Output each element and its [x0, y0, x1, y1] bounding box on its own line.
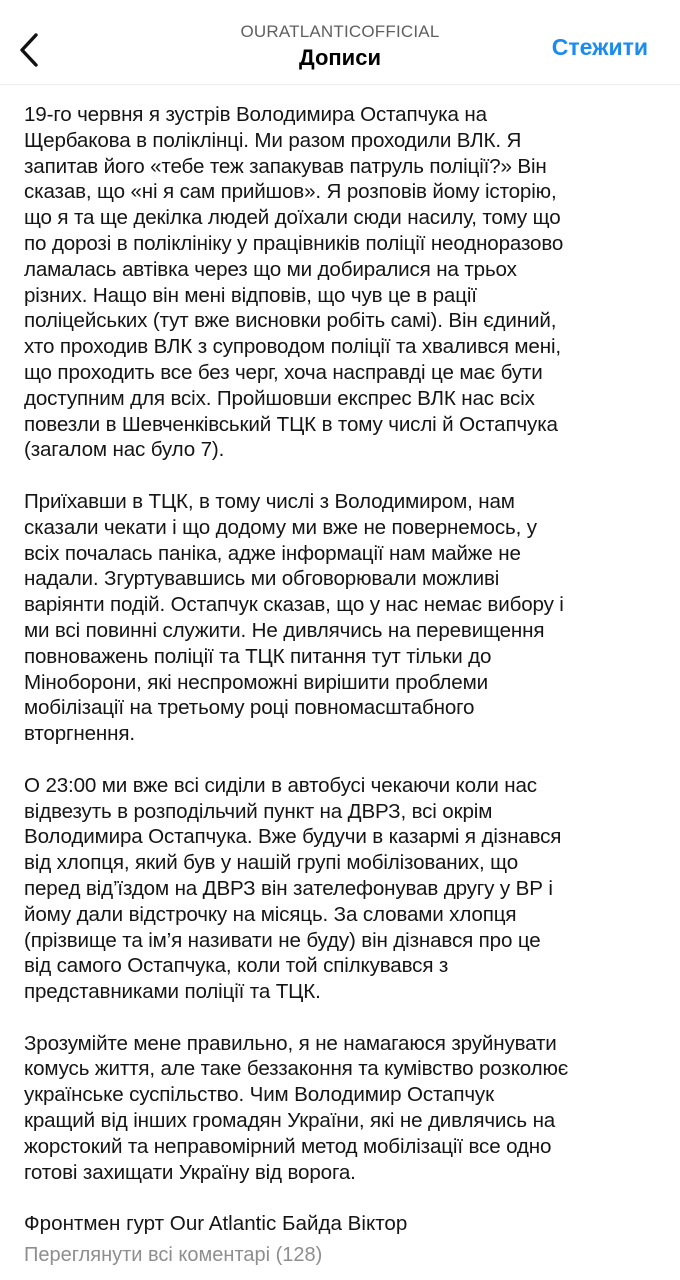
text-line: доступним для всіх. Пройшовши експрес ВЛК нас всіх	[24, 386, 535, 410]
text-line: перед від’їздом на ДВРЗ він зателефонував другу у ВР і	[24, 876, 553, 900]
caption-paragraph-3	[24, 773, 664, 1005]
follow-button[interactable]: Стежити	[551, 34, 648, 60]
text-line: різних. Нащо він мені відповів, що чув це в рації	[24, 283, 477, 307]
text-line: комусь життя, але таке беззаконня та кумівство розколює	[24, 1057, 569, 1081]
view-all-comments-link[interactable]: Переглянути всі коментарі (128)	[24, 1244, 323, 1267]
text-line: (загалом нас було 7).	[24, 438, 225, 462]
text-line: мобілізації на третьому році повномасштабного	[24, 696, 475, 720]
text-line: ми всі повинні служити. Не дивлячись на перевищення	[24, 618, 545, 642]
text-line: кращий від інших громадян України, які не дивлячись на	[24, 1109, 556, 1133]
page-title: Дописи	[299, 45, 381, 70]
text-line: Щербакова в поліклінці. Ми разом проходили ВЛК. Я	[24, 128, 522, 152]
text-line: хто проходив ВЛК з супроводом поліції та хвалився мені,	[24, 335, 561, 359]
caption-paragraph-2	[24, 489, 664, 747]
text-line: жорстокий та неправомірний метод мобілізації все одно	[24, 1134, 552, 1158]
account-username: OURATLANTICOFFICIAL	[240, 22, 440, 41]
text-line: по дорозі в поліклініку у працівників поліції неодноразово	[24, 231, 564, 255]
text-line: вторгнення.	[24, 722, 135, 746]
text-line: Приїхавши в ТЦК, в тому числі з Володимиром, нам	[24, 489, 515, 513]
text-line: українське суспільство. Чим Володимир Остапчук	[24, 1083, 494, 1107]
text-line: від самого Остапчука, коли той спілкувався з	[24, 954, 449, 978]
text-line: сказали чекати і що додому ми вже не повернемось, у	[24, 515, 537, 539]
text-line: поліцейських (тут вже висновки робіть самі). Він єдиний,	[24, 309, 557, 333]
text-line: йому дали відстрочку на місяць. За словами хлопця	[24, 902, 517, 926]
text-line: (прізвище та ім’я називати не буду) він дізнався про це	[24, 928, 541, 952]
text-line: повноважень поліції та ТЦК питання тут тільки до	[24, 644, 492, 668]
text-line: ламалась автівка через що ми добиралися на трьох	[24, 257, 517, 281]
text-line: від хлопця, який був у нашій групі мобілізованих, що	[24, 851, 519, 875]
text-line: представниками поліції та ТЦК.	[24, 980, 321, 1004]
text-line: відвезуть в розподільчий пункт на ДВРЗ, всі окрім	[24, 799, 493, 823]
text-line: повезли в Шевченківський ТЦК в тому числі й Остапчука	[24, 412, 558, 436]
top-nav-bar	[0, 0, 680, 85]
text-line: готові захищати Україну від ворога.	[24, 1160, 356, 1184]
post-caption	[24, 102, 664, 1269]
text-line: варіянти подій. Остапчук сказав, що у нас немає вибору і	[24, 593, 564, 617]
text-line: сказав, що «ні я сам прийшов». Я розповів йому історію,	[24, 180, 557, 204]
caption-paragraph-4	[24, 1031, 664, 1186]
text-line: Володимира Остапчука. Вже будучи в казармі я дізнався	[24, 825, 562, 849]
caption-paragraph-1	[24, 102, 664, 463]
text-line: надали. Згуртувавшись ми обговорювали можливі	[24, 567, 500, 591]
caption-signature: Фронтмен гурт Our Atlantic Байда Віктор	[24, 1212, 408, 1236]
text-line: Міноборони, які неспроможні вирішити проблеми	[24, 670, 488, 694]
text-line: запитав його «тебе теж запакував патруль поліції?» Він	[24, 154, 547, 178]
text-line: що проходить все без черг, хоча насправді це має бути	[24, 360, 543, 384]
text-line: Зрозумійте мене правильно, я не намагаюся зруйнувати	[24, 1031, 557, 1055]
text-line: О 23:00 ми вже всі сиділи в автобусі чекаючи коли нас	[24, 773, 537, 797]
text-line: що я та ще декілка людей доїхали сюди насилу, тому що	[24, 206, 561, 230]
text-line: 19-го червня я зустрів Володимира Остапчука на	[24, 103, 487, 126]
text-line: всіх почалась паніка, адже інформації нам майже не	[24, 541, 521, 565]
